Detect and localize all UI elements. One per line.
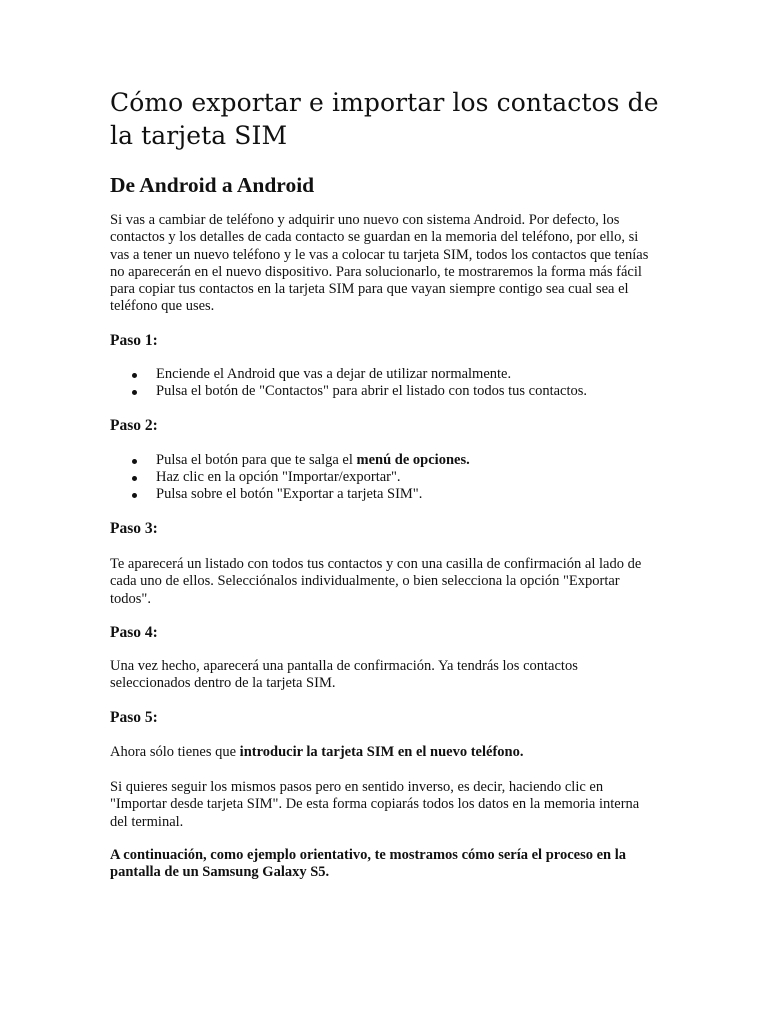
list-item	[110, 486, 658, 503]
list-item-bold-text: menú de opciones.	[356, 452, 470, 468]
step5-paragraph	[110, 744, 658, 761]
list-item	[110, 383, 658, 400]
intro-paragraph: Si vas a cambiar de teléfono y adquirir uno nuevo con sistema Android. Por defecto, los contactos y los detalles de cada contacto se guardan en la memoria del teléfono, por ello, si vas a tener un nuevo teléfono y le vas a colocar tu tarjeta SIM, todos los contactos que tenías no aparecerán en el nuevo dispositivo. Para solucionarlo, te mostraremos la forma más fácil para copiar tus contactos en la tarjeta SIM para que vayan siempre contigo sea cual sea el teléfono que uses.	[110, 212, 649, 315]
list-item-text: Pulsa sobre el botón "Exportar a tarjeta SIM".	[156, 486, 423, 503]
inverse-paragraph: Si quieres seguir los mismos pasos pero en sentido inverso, es decir, haciendo clic en "Importar desde tarjeta SIM". De esta forma copiarás todos los datos en la memoria interna del terminal.	[110, 779, 640, 830]
document-title: Cómo exportar e importar los contactos de la tarjeta SIM	[110, 88, 659, 150]
bullet-icon	[132, 493, 137, 498]
bullet-icon	[132, 476, 137, 481]
bullet-icon	[132, 390, 137, 395]
list-item-text: Pulsa el botón para que te salga el	[156, 452, 357, 468]
closing-paragraph: A continuación, como ejemplo orientativo, te mostramos cómo sería el proceso en la pantalla de un Samsung Galaxy S5.	[110, 847, 626, 881]
list-item-text: Haz clic en la opción "Importar/exportar".	[156, 469, 401, 486]
step1-list	[110, 366, 658, 400]
list-item	[110, 366, 658, 383]
step4-heading: Paso 4:	[110, 624, 158, 641]
bullet-icon	[132, 373, 137, 378]
step5-bold-text: introducir la tarjeta SIM en el nuevo teléfono.	[239, 744, 524, 760]
step2-heading: Paso 2:	[110, 417, 158, 434]
list-item-text: Pulsa el botón de "Contactos" para abrir el listado con todos tus contactos.	[156, 383, 588, 400]
section-heading: De Android a Android	[110, 173, 315, 197]
list-item	[110, 469, 658, 486]
list-item-text: Enciende el Android que vas a dejar de utilizar normalmente.	[156, 366, 512, 382]
step1-heading: Paso 1:	[110, 332, 158, 349]
bullet-icon	[132, 459, 137, 464]
list-item	[110, 452, 658, 469]
step5-text: Ahora sólo tienes que	[110, 744, 240, 760]
step2-list	[110, 452, 658, 504]
step3-paragraph: Te aparecerá un listado con todos tus contactos y con una casilla de confirmación al lado de cada uno de ellos. Selecciónalos individualmente, o bien selecciona la opción "Exportar todos".	[110, 556, 642, 607]
step4-paragraph: Una vez hecho, aparecerá una pantalla de confirmación. Ya tendrás los contactos seleccionados dentro de la tarjeta SIM.	[110, 658, 578, 692]
step3-heading: Paso 3:	[110, 520, 158, 537]
step5-heading: Paso 5:	[110, 709, 158, 726]
